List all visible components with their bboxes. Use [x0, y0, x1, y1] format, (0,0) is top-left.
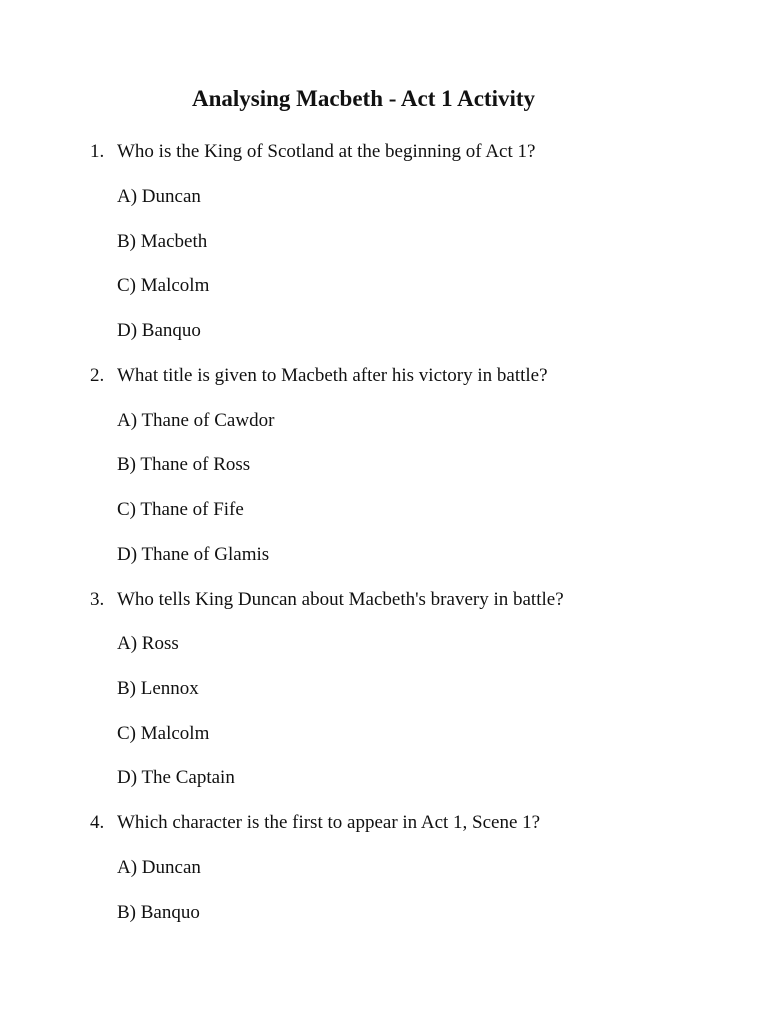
answer-option: A) Thane of Cawdor: [117, 410, 275, 431]
question-number: 1.: [90, 141, 105, 162]
question-number: 3.: [90, 589, 105, 610]
page-title: Analysing Macbeth - Act 1 Activity: [191, 86, 536, 111]
answer-option: A) Duncan: [117, 857, 201, 878]
question-text: Who tells King Duncan about Macbeth's bravery in battle?: [117, 589, 564, 610]
answer-option: A) Duncan: [117, 186, 201, 207]
answer-option: B) Lennox: [117, 678, 199, 699]
answer-option: A) Ross: [117, 633, 179, 654]
answer-option: B) Macbeth: [117, 231, 208, 252]
answer-option: D) The Captain: [117, 767, 235, 788]
answer-option: C) Thane of Fife: [117, 499, 244, 520]
answer-option: B) Thane of Ross: [117, 454, 251, 475]
question-number: 2.: [90, 365, 105, 386]
answer-option: B) Banquo: [117, 902, 200, 923]
question-text: Who is the King of Scotland at the beginning of Act 1?: [117, 141, 536, 162]
question-text: Which character is the first to appear in Act 1, Scene 1?: [117, 812, 541, 833]
question-number: 4.: [90, 812, 105, 833]
answer-option: D) Thane of Glamis: [117, 544, 270, 565]
answer-option: D) Banquo: [117, 320, 201, 341]
answer-option: C) Malcolm: [117, 723, 210, 744]
question-text: What title is given to Macbeth after his victory in battle?: [117, 365, 548, 386]
answer-option: C) Malcolm: [117, 275, 210, 296]
